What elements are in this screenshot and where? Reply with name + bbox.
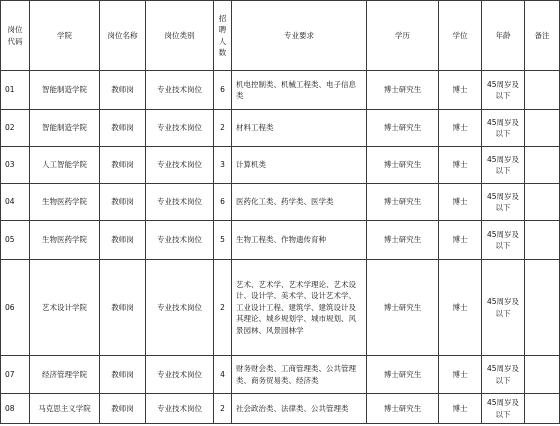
- cell-type: 专业技术岗位: [146, 260, 214, 356]
- cell-code: 05: [1, 221, 30, 260]
- header-quota: 招聘人数: [214, 1, 232, 71]
- cell-degree: 博士: [439, 184, 482, 221]
- header-row: [1, 1, 560, 71]
- cell-education: 博士研究生: [367, 221, 439, 260]
- cell-major: 社会政治类、法律类、公共管理类: [232, 394, 367, 424]
- header-education: 学历: [367, 1, 439, 71]
- cell-count: 2: [214, 110, 232, 147]
- cell-code: 01: [1, 71, 30, 110]
- cell-college: 智能制造学院: [30, 110, 100, 147]
- cell-type: 专业技术岗位: [146, 184, 214, 221]
- cell-education: 博士研究生: [367, 356, 439, 394]
- cell-type: 专业技术岗位: [146, 356, 214, 394]
- cell-degree: 博士: [439, 260, 482, 356]
- table-row: [1, 110, 560, 147]
- cell-position: 教师岗: [100, 71, 146, 110]
- cell-degree: 博士: [439, 71, 482, 110]
- cell-code: 07: [1, 356, 30, 394]
- cell-type: 专业技术岗位: [146, 71, 214, 110]
- cell-major: 材料工程类: [232, 110, 367, 147]
- cell-college: 经济管理学院: [30, 356, 100, 394]
- cell-code: 02: [1, 110, 30, 147]
- cell-age: 45周岁及以下: [482, 356, 525, 394]
- header-major: 专业要求: [232, 1, 367, 71]
- cell-remark: [525, 394, 560, 424]
- cell-major: 机电控制类、机械工程类、电子信息类: [232, 71, 367, 110]
- cell-education: 博士研究生: [367, 71, 439, 110]
- cell-type: 专业技术岗位: [146, 110, 214, 147]
- cell-major: 艺术、艺术学、艺术学理论、艺术设计、设计学、美术学、设计艺术学、工业设计工程、建筑学、建筑设计及其理论、城乡规划学、城市规划、风景园林、风景园林学: [232, 260, 367, 356]
- cell-position: 教师岗: [100, 184, 146, 221]
- cell-college: 马克思主义学院: [30, 394, 100, 424]
- header-remark: 备注: [525, 1, 560, 71]
- cell-remark: [525, 110, 560, 147]
- cell-degree: 博士: [439, 147, 482, 184]
- cell-count: 4: [214, 356, 232, 394]
- cell-position: 教师岗: [100, 110, 146, 147]
- cell-code: 06: [1, 260, 30, 356]
- cell-major: 计算机类: [232, 147, 367, 184]
- cell-college: 生物医药学院: [30, 221, 100, 260]
- cell-remark: [525, 71, 560, 110]
- header-position-name: 岗位名称: [100, 1, 146, 71]
- cell-education: 博士研究生: [367, 260, 439, 356]
- cell-code: 03: [1, 147, 30, 184]
- header-degree: 学位: [439, 1, 482, 71]
- cell-position: 教师岗: [100, 221, 146, 260]
- cell-count: 6: [214, 184, 232, 221]
- table-row: [1, 394, 560, 424]
- cell-major: 医药化工类、药学类、医学类: [232, 184, 367, 221]
- cell-remark: [525, 184, 560, 221]
- cell-education: 博士研究生: [367, 184, 439, 221]
- cell-count: 2: [214, 394, 232, 424]
- cell-position: 教师岗: [100, 394, 146, 424]
- cell-count: 5: [214, 221, 232, 260]
- cell-education: 博士研究生: [367, 110, 439, 147]
- cell-remark: [525, 356, 560, 394]
- cell-position: 教师岗: [100, 260, 146, 356]
- cell-education: 博士研究生: [367, 147, 439, 184]
- cell-remark: [525, 260, 560, 356]
- cell-degree: 博士: [439, 221, 482, 260]
- cell-college: 艺术设计学院: [30, 260, 100, 356]
- cell-type: 专业技术岗位: [146, 147, 214, 184]
- cell-age: 45周岁及以下: [482, 110, 525, 147]
- cell-count: 3: [214, 147, 232, 184]
- table-row: [1, 71, 560, 110]
- cell-position: 教师岗: [100, 147, 146, 184]
- table-row: [1, 221, 560, 260]
- header-college: 学院: [30, 1, 100, 71]
- cell-code: 08: [1, 394, 30, 424]
- cell-education: 博士研究生: [367, 394, 439, 424]
- cell-major: 生物工程类、作物遗传育种: [232, 221, 367, 260]
- header-age: 年龄: [482, 1, 525, 71]
- cell-age: 45周岁及以下: [482, 260, 525, 356]
- cell-age: 45周岁及以下: [482, 394, 525, 424]
- cell-age: 45周岁及以下: [482, 221, 525, 260]
- cell-college: 人工智能学院: [30, 147, 100, 184]
- cell-type: 专业技术岗位: [146, 221, 214, 260]
- cell-degree: 博士: [439, 110, 482, 147]
- cell-age: 45周岁及以下: [482, 184, 525, 221]
- cell-degree: 博士: [439, 394, 482, 424]
- table-row: [1, 147, 560, 184]
- header-position-type: 岗位类别: [146, 1, 214, 71]
- cell-age: 45周岁及以下: [482, 147, 525, 184]
- cell-position: 教师岗: [100, 356, 146, 394]
- cell-age: 45周岁及以下: [482, 71, 525, 110]
- cell-degree: 博士: [439, 356, 482, 394]
- cell-type: 专业技术岗位: [146, 394, 214, 424]
- cell-remark: [525, 147, 560, 184]
- cell-remark: [525, 221, 560, 260]
- cell-count: 2: [214, 260, 232, 356]
- table-row: [1, 184, 560, 221]
- cell-college: 生物医药学院: [30, 184, 100, 221]
- cell-major: 财务财会类、工商管理类、公共管理类、商务贸易类、经济类: [232, 356, 367, 394]
- header-code: 岗位代码: [1, 1, 30, 71]
- cell-college: 智能制造学院: [30, 71, 100, 110]
- cell-code: 04: [1, 184, 30, 221]
- cell-count: 6: [214, 71, 232, 110]
- table-row: [1, 260, 560, 356]
- table-row: [1, 356, 560, 394]
